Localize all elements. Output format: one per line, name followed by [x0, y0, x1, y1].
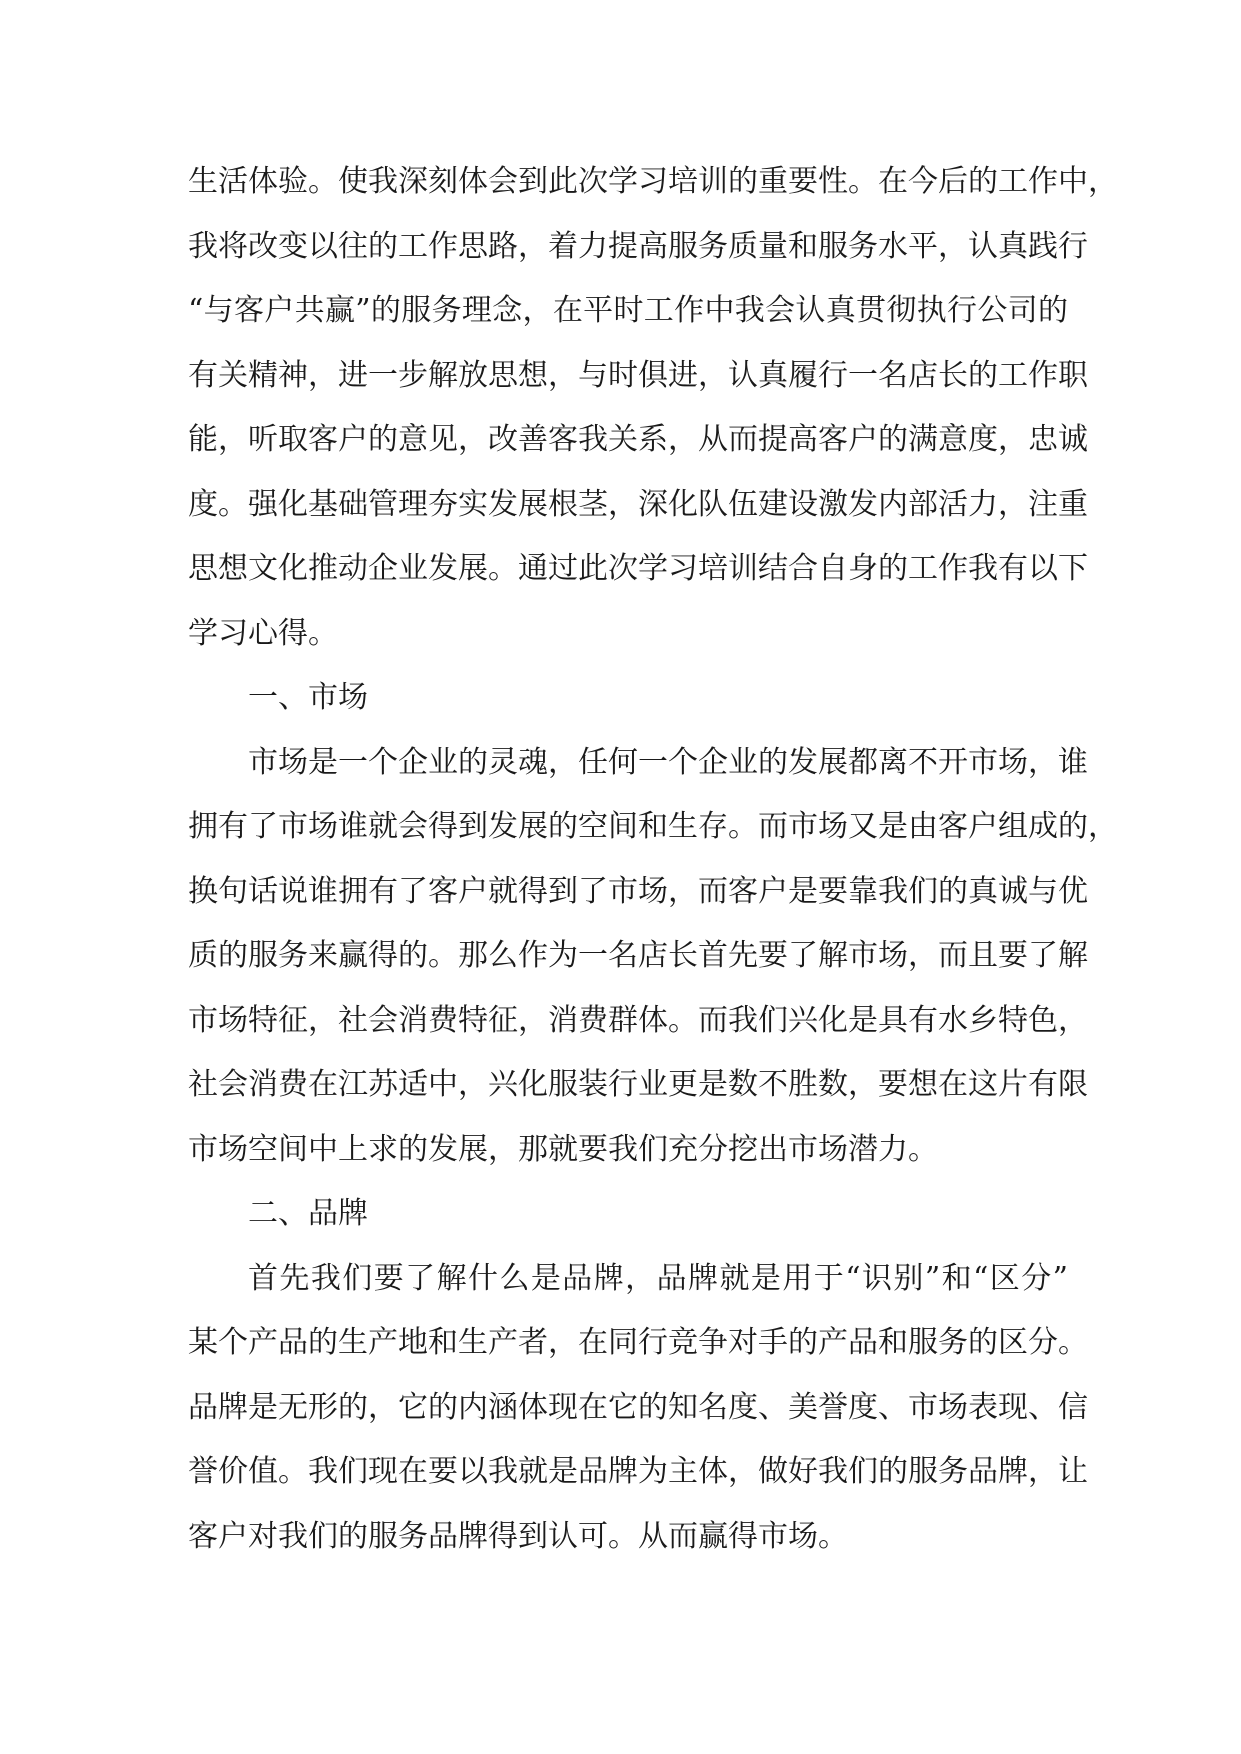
paragraph-line: 誉价值。我们现在要以我就是品牌为主体，做好我们的服务品牌，让 [188, 1454, 1088, 1489]
paragraph-line: 市场空间中上求的发展，那就要我们充分挖出市场潜力。 [188, 1131, 938, 1167]
paragraph-line: 思想文化推动企业发展。通过此次学习培训结合自身的工作我有以下 [188, 551, 1088, 586]
paragraph-line: “与客户共赢”的服务理念，在平时工作中我会认真贯彻执行公司的 [188, 293, 1068, 328]
paragraph-line: 生活体验。使我深刻体会到此次学习培训的重要性。在今后的工作中， [188, 164, 1118, 199]
paragraph-line: 某个产品的生产地和生产者，在同行竞争对手的产品和服务的区分。 [188, 1325, 1088, 1360]
section-heading-market: 一、市场 [248, 680, 368, 715]
paragraph-line: 能，听取客户的意见，改善客我关系，从而提高客户的满意度，忠诚 [188, 422, 1088, 457]
paragraph-line: 换句话说谁拥有了客户就得到了市场，而客户是要靠我们的真诚与优 [188, 873, 1088, 909]
paragraph-line: 我将改变以往的工作思路，着力提高服务质量和服务水平，认真践行 [188, 228, 1088, 264]
section-heading-brand: 二、品牌 [248, 1196, 368, 1231]
paragraph-line: 首先我们要了解什么是品牌，品牌就是用于“识别”和“区分” [248, 1260, 1068, 1296]
paragraph-line: 度。强化基础管理夯实发展根茎，深化队伍建设激发内部活力，注重 [188, 486, 1088, 522]
paragraph-line: 客户对我们的服务品牌得到认可。从而赢得市场。 [188, 1518, 848, 1554]
paragraph-line: 市场特征，社会消费特征，消费群体。而我们兴化是具有水乡特色， [188, 1002, 1088, 1038]
paragraph-line: 市场是一个企业的灵魂，任何一个企业的发展都离不开市场，谁 [248, 744, 1088, 780]
paragraph-line: 品牌是无形的，它的内涵体现在它的知名度、美誉度、市场表现、信 [188, 1389, 1088, 1425]
paragraph-line: 拥有了市场谁就会得到发展的空间和生存。而市场又是由客户组成的， [188, 809, 1118, 844]
paragraph-line: 学习心得。 [188, 615, 338, 651]
document-body [188, 150, 1118, 1569]
paragraph-line: 社会消费在江苏适中，兴化服装行业更是数不胜数，要想在这片有限 [188, 1067, 1088, 1102]
paragraph-line: 有关精神，进一步解放思想，与时俱进，认真履行一名店长的工作职 [188, 357, 1088, 393]
paragraph-line: 质的服务来赢得的。那么作为一名店长首先要了解市场，而且要了解 [188, 938, 1088, 973]
